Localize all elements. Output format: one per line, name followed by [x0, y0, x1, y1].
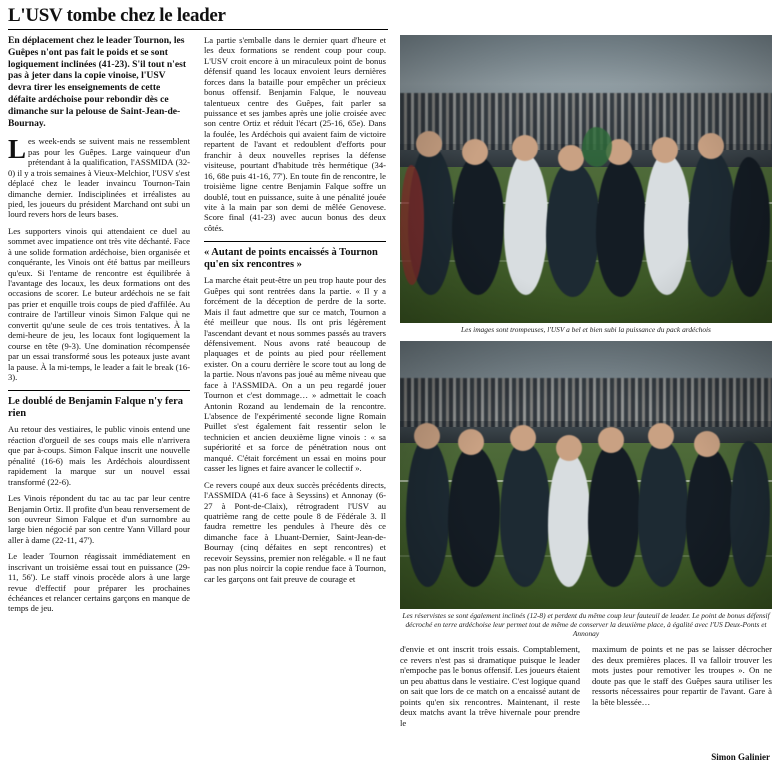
title-divider [8, 29, 388, 30]
paragraph: La partie s'emballe dans le dernier quart d'heure et les deux formations se rendent coup pour coup. L'USV croit encore à un miraculeux point de bonus défensif quand les locaux envoient leurs dernières forces dans la bataille pour empêcher un précieux bonus offensif. Benjamin Falque, le nouveau talentueux centre des Guêpes, fait parler sa puissance et ses jambes après une jolie croisée avec son centre Ortiz et réduit l'écart (25-16, 65e). Dans la foulée, les Ardéchois qui avaient faim de victoire repartent de l'avant et redoublent d'efforts pour franchir à deux nouvelles reprises la défense visiteuse, pourtant d'habitude très hermétique (34-16, 68e puis 41-16, 77'). En toute fin de rencontre, le troisième ligne centre Benjamin Falque soffre un doublé, tout en puissance, suite à une pénalité jouée vite à la main par son demi de mêlée Genovese. Score final (41-23) avec aucun bonus des deux côtés. [204, 34, 386, 233]
paragraph: La marche était peut-être un peu trop haute pour des Guêpes qui sont rentrées dans la partie. « Il y a forcément de la déception de perdre de la sorte. Mais il faut admettre que sur ce match, Tournon a été meilleur que nous. Ils ont pris légèrement l'ascendant devant et nous sommes passés au travers défensivement. Nous avons raté beaucoup de plaquages et de points au pied pour réellement exister. On a couru derrière le score tout au long de la partie. Nous n'avons pas joué au même niveau que face à l'ASSMIDA. On a un peu regardé jouer Tournon et c'est dommage… » admettait le coach Antonin Rozand au lendemain de la rencontre. L'absence de l'expérimenté seconde ligne Romain Puillet s'est également fait ressentir selon le technicien et ancien deuxième ligne vinois : « sa supériorité et sa force de pénétration nous ont manqué. C'était forcément un essai en moins pour casser les lignes et faire avancer le collectif ». [204, 275, 386, 474]
standfirst: En déplacement chez le leader Tournon, les Guêpes n'ont pas fait le poids et se sont logiquement inclinées (41-23). S'il tout n'est pas à jeter dans la copie vinoise, l'USV devra tirer les enseignements de cette défaite ardéchoise pour rebondir dès ce dimanche sur la pelouse de Saint-Jean-de-Bournay. [8, 34, 187, 129]
page-title: L'USV tombe chez le leader [8, 5, 226, 26]
paragraph: d'envie et ont inscrit trois essais. Comptablement, ce revers n'est pas si dramatique puisque le leader n'empoche pas le bonus offensif. Les joueurs étaient un peu abattus dans le vestiaire. C'est logique quand on sait que lors de ce match on a encaissé autant de points qu'en six rencontres. Maintenant, il reste deux matchs avant la trêve hivernale pour prendre le [400, 644, 580, 728]
subheading-falque: Le doublé de Benjamin Falque n'y fera rien [8, 390, 190, 419]
column-one [8, 35, 190, 620]
paragraph: Les Vinois répondent du tac au tac par leur centre Benjamin Ortiz. Il profite d'un beau renversement de son ouvreur Simon Falque et d'un surnombre au large bien négocié par son centre Yann Villard pour aller à dame (22-11, 47'). [8, 493, 190, 545]
paragraph: maximum de points et ne pas se laisser décrocher des deux premières places. Il va falloir trouver les mots justes pour remotiver les troupes ». On ne doute pas que le staff des Guêpes saura utiliser les ressorts nécessaires pour repartir de l'avant. Gare à la bête blessée… [592, 644, 772, 707]
paragraph: Au retour des vestiaires, le public vinois entend une réaction d'orgueil de ses coups mais elle n'arrivera que par à-coups. Simon Falque inscrit une nouvelle pénalité (16-6) mais les Ardéchois alourdissent rapidement la marque sur un nouvel essai transformé (22-6). [8, 424, 190, 487]
photo-reserve-team [400, 341, 772, 609]
paragraph: Ce revers coupé aux deux succès précédents directs, l'ASSMIDA (41-6 face à Seyssins) et Annonay (6-27 à Pont-de-Claix), rétrogradent l'USV au quatrième rang de cette poule 8 de Fédérale 3. Il faudra remettre les pendules à l'heure dès ce dimanche face à Lhuant-Dernier, Saint-Jean-de-Bournay (cinq défaites en sept rencontres) et recevoir Seyssins, premier non relégable. « Il ne faut pas non plus noircir la copie rendue face à Tournon, car les garçons ont fait preuve de courage et [204, 479, 386, 584]
photo-caption-2: Les réservistes se sont également inclinés (12-8) et perdent du même coup leur fauteuil de leader. Le point de bonus défensif décroché en terre ardéchoise leur permet tout de même de conserver la deuxième place, à égalité avec l'US Deux-Ponts et Annonay [402, 610, 770, 638]
paragraph: Les week-ends se suivent mais ne ressemblent pas pour les Guêpes. Large vainqueur d'un prétendant à la qualification, l'ASSMIDA (32-0) il y a trois semaines à Vieux-Melchior, l'USV s'est déplacé chez le leader invaincu Tournon-Tain dimanche dernier. Indisciplinées et irréalistes au pied, les joueurs du président Marchand ont subi un lourd revers hors de leurs bases. [8, 134, 190, 220]
subheading-points: « Autant de points encaissés à Tournon qu'en six rencontres » [204, 241, 386, 270]
photo-caption-1: Les images sont trompeuses, l'USV a bel et bien subi la puissance du pack ardéchois [461, 324, 711, 334]
photo-scrum-ardeche [400, 35, 772, 323]
paragraph: Le leader Tournon réagissait immédiatement en inscrivant un troisième essai tout en puissance (29-11, 56'). Le staff vinois procède alors à une large revue d'effectif pour préparer les prochaines échéances et relancer certains garçons en manque de temps de jeu. [8, 551, 190, 614]
paragraph: Les supporters vinois qui attendaient ce duel au sommet avec impatience ont très vite déchanté. Face à une solide formation ardéchoise, bien organisée et conquérante, les Vinois ont été battus par meilleurs qu'eux. Si l'entame de rencontre est équilibrée à l'avantage des locaux, les deux formations ont des occasions de scorer. Le buteur ardéchois ne se fait pas prier et enquille trois coups de pied d'affilée. Au contraire de l'artilleur vinois Simon Falque qui ne convertit qu'une seule de ces trois tentatives. À la demi-heure de jeu, les locaux font logiquement la course en tête (9-3). Une domination récompensée par un essai transformé sous les poteaux juste avant la pause. À la mi-temps, le leader a fait le break (16-3). [8, 225, 190, 382]
column-two [204, 35, 386, 590]
byline: Simon Galinier [711, 752, 770, 762]
column-three [400, 35, 772, 728]
